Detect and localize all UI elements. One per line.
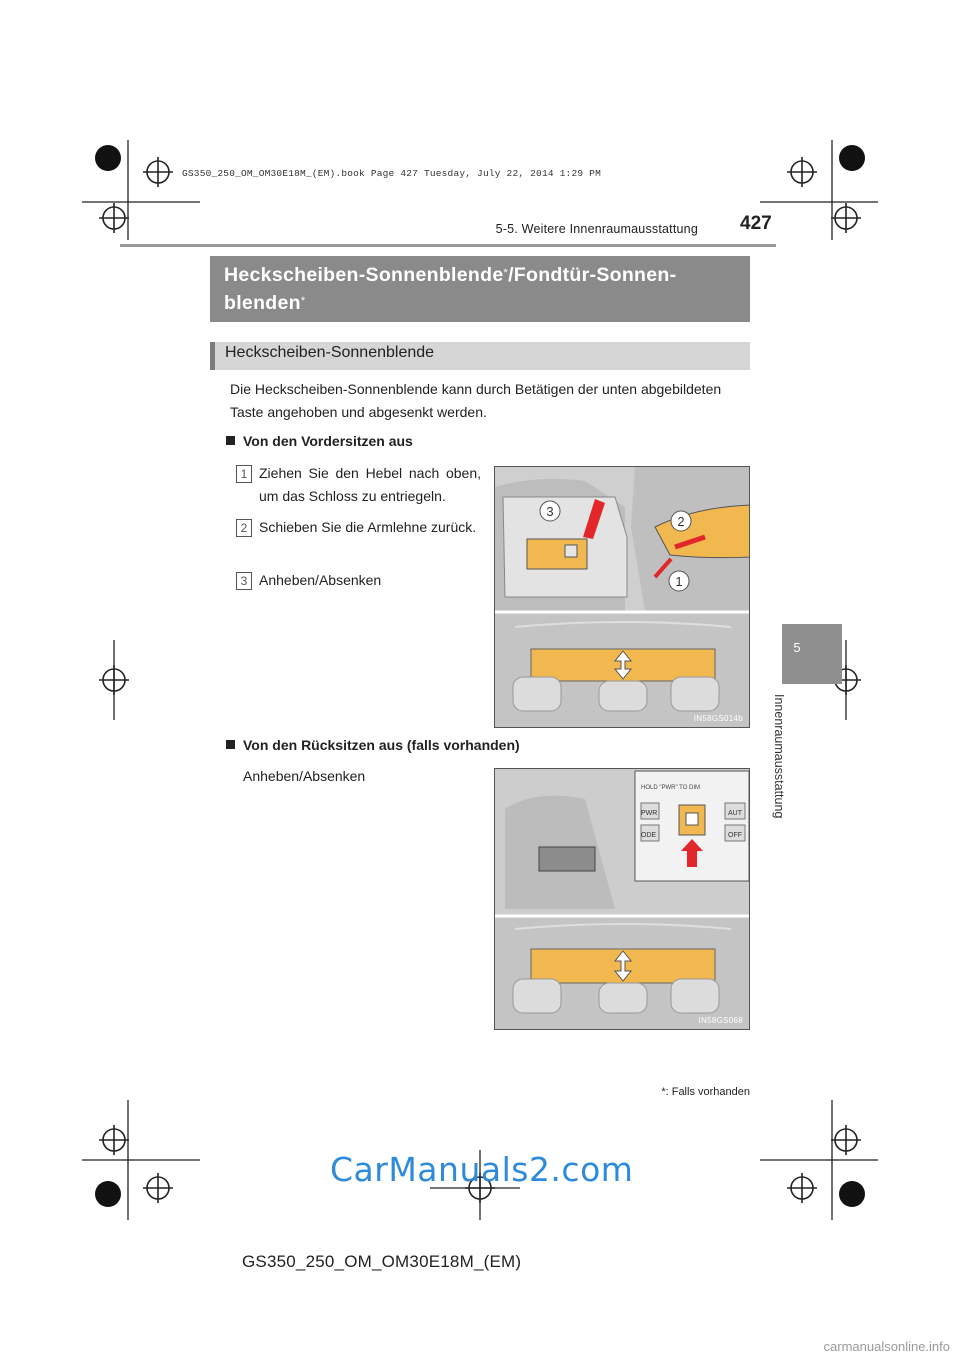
step-number: 1	[236, 465, 252, 483]
front-illustration	[495, 467, 750, 728]
page-title	[210, 256, 750, 322]
panel-off-label: OFF	[728, 832, 742, 839]
subheading: Heckscheiben-Sonnenblende	[210, 342, 750, 370]
print-header: GS350_250_OM_OM30E18M_(EM).book Page 427 Tuesday, July 22, 2014 1:29 PM	[182, 168, 601, 179]
panel-aut-label: AUT	[728, 810, 742, 817]
step-text: Anheben/Absenken	[259, 572, 382, 588]
rear-heading-label: Von den Rücksitzen aus (falls vorhanden)	[243, 737, 520, 753]
step-number: 3	[236, 572, 252, 590]
rear-heading	[226, 737, 520, 753]
svg-text:2: 2	[677, 514, 685, 529]
svg-text:1: 1	[675, 574, 683, 589]
intro-text: Die Heckscheiben-Sonnenblende kann durch Betätigen der unten abgebildeten Taste angehoben und abgesenkt werden.	[230, 381, 722, 420]
rear-illustration	[495, 769, 750, 1030]
panel-caption: HOLD "PWR" TO DIM	[641, 785, 701, 791]
panel-pwr-label: PWR	[641, 810, 658, 817]
step-1	[236, 462, 482, 508]
header-rule	[120, 244, 776, 247]
figure-front-seats	[494, 466, 750, 728]
title-line2: blenden	[224, 292, 301, 314]
step-2	[236, 516, 482, 562]
front-heading-label: Von den Vordersitzen aus	[243, 433, 413, 449]
svg-text:3: 3	[546, 504, 554, 519]
bullet-square-icon	[226, 740, 235, 749]
panel-mode-label: ODE	[641, 832, 657, 839]
section-label: 5-5. Weitere Innenraumausstattung	[495, 222, 698, 236]
step-text: Schieben Sie die Armlehne zurück.	[259, 519, 477, 535]
title-star-1: *	[503, 267, 509, 279]
figure-code: IN58GS014b	[693, 714, 743, 723]
step-3	[236, 569, 482, 592]
step-number: 2	[236, 519, 252, 537]
figure-code: IN58GS068	[698, 1016, 743, 1025]
front-heading	[226, 433, 413, 449]
title-star-2: *	[300, 295, 306, 307]
footnote: *: Falls vorhanden	[661, 1086, 750, 1098]
page-number: 427	[740, 213, 772, 234]
rear-step	[243, 765, 443, 788]
watermark-carmanualsonline[interactable]: carmanualsonline.info	[823, 1339, 950, 1354]
chapter-number: 5	[793, 640, 801, 655]
step-text: Ziehen Sie den Hebel nach oben, um das Schloss zu entriegeln.	[259, 465, 481, 504]
watermark-carmanuals2[interactable]: CarManuals2.com	[330, 1150, 634, 1189]
footer-manual-code: GS350_250_OM_OM30E18M_(EM)	[242, 1252, 522, 1271]
bullet-square-icon	[226, 436, 235, 445]
title-line1-b: /Fondtür-Sonnen-	[508, 264, 677, 286]
rear-step-text: Anheben/Absenken	[243, 768, 366, 784]
title-line1-a: Heckscheiben-Sonnenblende	[224, 264, 504, 286]
chapter-title: Innenraumausstattung	[772, 694, 786, 819]
figure-rear-seats	[494, 768, 750, 1030]
